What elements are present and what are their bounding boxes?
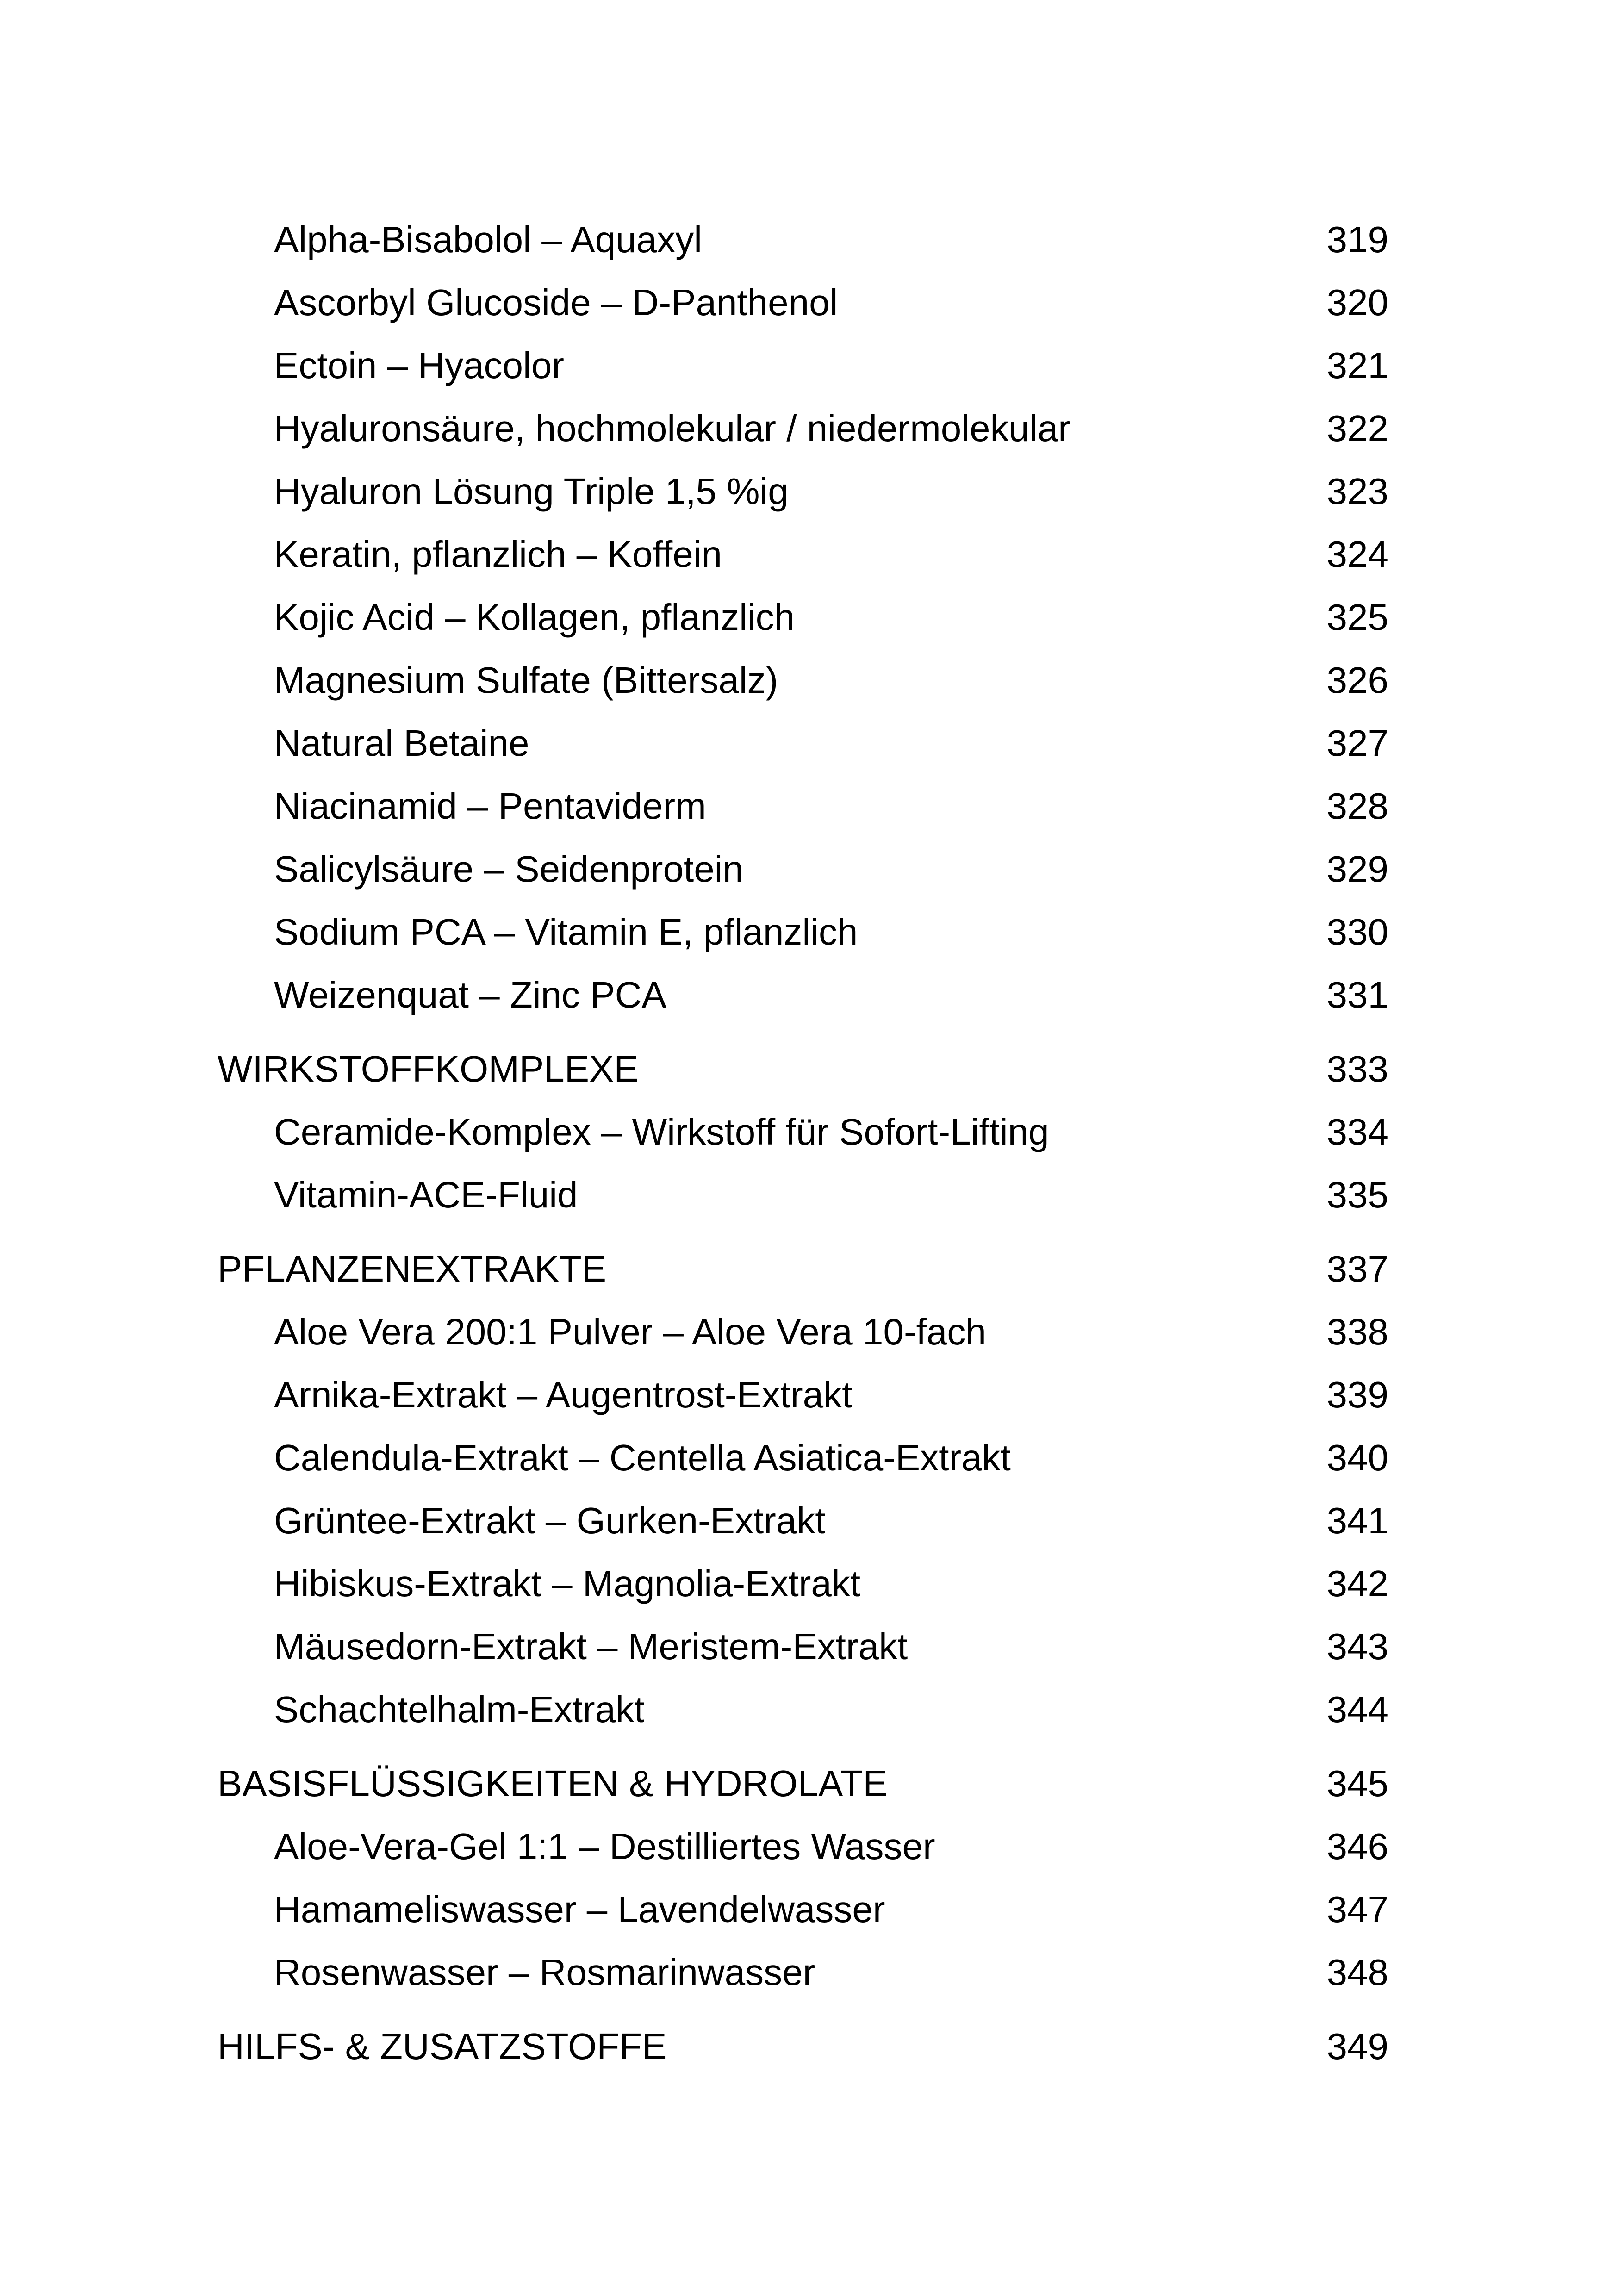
toc-entry-title: Niacinamid – Pentaviderm <box>274 785 706 827</box>
toc-page-number: 341 <box>1326 1500 1388 1541</box>
toc-page-number: 333 <box>1326 1048 1388 1089</box>
toc-entry-title: Kojic Acid – Kollagen, pflanzlich <box>274 597 795 638</box>
toc-entry-title: Salicylsäure – Seidenprotein <box>274 848 743 890</box>
toc-page-number: 320 <box>1326 282 1388 323</box>
toc-entry-title: Weizenquat – Zinc PCA <box>274 974 666 1015</box>
toc-entry <box>218 397 1388 460</box>
toc-entry-title: Ascorbyl Glucoside – D-Panthenol <box>274 282 838 323</box>
toc-page-number: 338 <box>1326 1311 1388 1352</box>
toc-entry-title: Hyaluronsäure, hochmolekular / niedermolekular <box>274 408 1070 449</box>
toc-entry <box>218 901 1388 964</box>
toc-entry-title: Natural Betaine <box>274 722 529 764</box>
toc-entry-title: Mäusedorn-Extrakt – Meristem-Extrakt <box>274 1626 908 1667</box>
toc-page-number: 339 <box>1326 1374 1388 1415</box>
toc-entry <box>218 1164 1388 1226</box>
toc-entry <box>218 712 1388 775</box>
toc-entry <box>218 271 1388 334</box>
toc-entry-title: Hamameliswasser – Lavendelwasser <box>274 1889 885 1930</box>
toc-section-title: BASISFLÜSSIGKEITEN & HYDROLATE <box>218 1763 888 1804</box>
toc-entry <box>218 1363 1388 1426</box>
toc-section-heading <box>218 1238 1388 1300</box>
toc-entry-title: Vitamin-ACE-Fluid <box>274 1174 578 1215</box>
toc-entry <box>218 1941 1388 2004</box>
toc-entry <box>218 460 1388 523</box>
toc-entry-title: Arnika-Extrakt – Augentrost-Extrakt <box>274 1374 853 1415</box>
toc-page-number: 324 <box>1326 534 1388 575</box>
toc-entry <box>218 1815 1388 1878</box>
toc-section-title: HILFS- & ZUSATZSTOFFE <box>218 2026 667 2067</box>
toc-entry <box>218 586 1388 649</box>
toc-entry-title: Schachtelhalm-Extrakt <box>274 1689 645 1730</box>
toc-page-number: 327 <box>1326 722 1388 764</box>
toc-entry <box>218 208 1388 271</box>
toc-page-number: 342 <box>1326 1563 1388 1604</box>
toc-entry-title: Sodium PCA – Vitamin E, pflanzlich <box>274 911 858 952</box>
toc-page-number: 346 <box>1326 1826 1388 1867</box>
toc-page-number: 329 <box>1326 848 1388 890</box>
toc-entry <box>218 523 1388 586</box>
toc-entry <box>218 649 1388 712</box>
toc-entry <box>218 1101 1388 1164</box>
toc-page-number: 335 <box>1326 1174 1388 1215</box>
toc-page-number: 328 <box>1326 785 1388 827</box>
toc-entry-title: Calendula-Extrakt – Centella Asiatica-Extrakt <box>274 1437 1011 1478</box>
toc-entry <box>218 1878 1388 1941</box>
toc-entry <box>218 838 1388 901</box>
toc-section-heading <box>218 2015 1388 2078</box>
toc-entry-title: Magnesium Sulfate (Bittersalz) <box>274 660 778 701</box>
toc-page-number: 321 <box>1326 345 1388 386</box>
toc-page-number: 322 <box>1326 408 1388 449</box>
toc-entry <box>218 1489 1388 1552</box>
toc-entry <box>218 1552 1388 1615</box>
toc-entry-title: Ectoin – Hyacolor <box>274 345 564 386</box>
toc-section-title: PFLANZENEXTRAKTE <box>218 1248 607 1289</box>
toc-entry <box>218 334 1388 397</box>
toc-entry-title: Aloe-Vera-Gel 1:1 – Destilliertes Wasser <box>274 1826 935 1867</box>
toc-page-number: 323 <box>1326 471 1388 512</box>
toc-page-number: 347 <box>1326 1889 1388 1930</box>
toc-entry-title: Grüntee-Extrakt – Gurken-Extrakt <box>274 1500 826 1541</box>
toc-page-number: 345 <box>1326 1763 1388 1804</box>
toc-page-number: 330 <box>1326 911 1388 952</box>
toc-section-heading <box>218 1038 1388 1101</box>
toc-entry <box>218 1678 1388 1741</box>
toc-entry-title: Ceramide-Komplex – Wirkstoff für Sofort-Lifting <box>274 1111 1049 1152</box>
toc-page-number: 343 <box>1326 1626 1388 1667</box>
toc-page-number: 331 <box>1326 974 1388 1015</box>
toc-entry-title: Keratin, pflanzlich – Koffein <box>274 534 722 575</box>
toc-page-number: 348 <box>1326 1952 1388 1993</box>
toc-entry-title: Hyaluron Lösung Triple 1,5 %ig <box>274 471 789 512</box>
toc-page-number: 344 <box>1326 1689 1388 1730</box>
toc-page-number: 334 <box>1326 1111 1388 1152</box>
toc-page-number: 319 <box>1326 219 1388 260</box>
toc-entry-title: Rosenwasser – Rosmarinwasser <box>274 1952 815 1993</box>
toc-entry <box>218 1426 1388 1489</box>
toc-entry <box>218 964 1388 1027</box>
table-of-contents <box>218 208 1388 2078</box>
toc-page-number: 340 <box>1326 1437 1388 1478</box>
toc-entry <box>218 1615 1388 1678</box>
toc-entry-title: Alpha-Bisabolol – Aquaxyl <box>274 219 703 260</box>
toc-entry-title: Hibiskus-Extrakt – Magnolia-Extrakt <box>274 1563 861 1604</box>
toc-page-number: 326 <box>1326 660 1388 701</box>
toc-page-number: 337 <box>1326 1248 1388 1289</box>
toc-page-number: 325 <box>1326 597 1388 638</box>
toc-entry <box>218 775 1388 838</box>
toc-entry <box>218 1300 1388 1363</box>
toc-entry-title: Aloe Vera 200:1 Pulver – Aloe Vera 10-fach <box>274 1311 986 1352</box>
toc-section-heading <box>218 1752 1388 1815</box>
toc-section-title: WIRKSTOFFKOMPLEXE <box>218 1048 639 1089</box>
toc-page-number: 349 <box>1326 2026 1388 2067</box>
